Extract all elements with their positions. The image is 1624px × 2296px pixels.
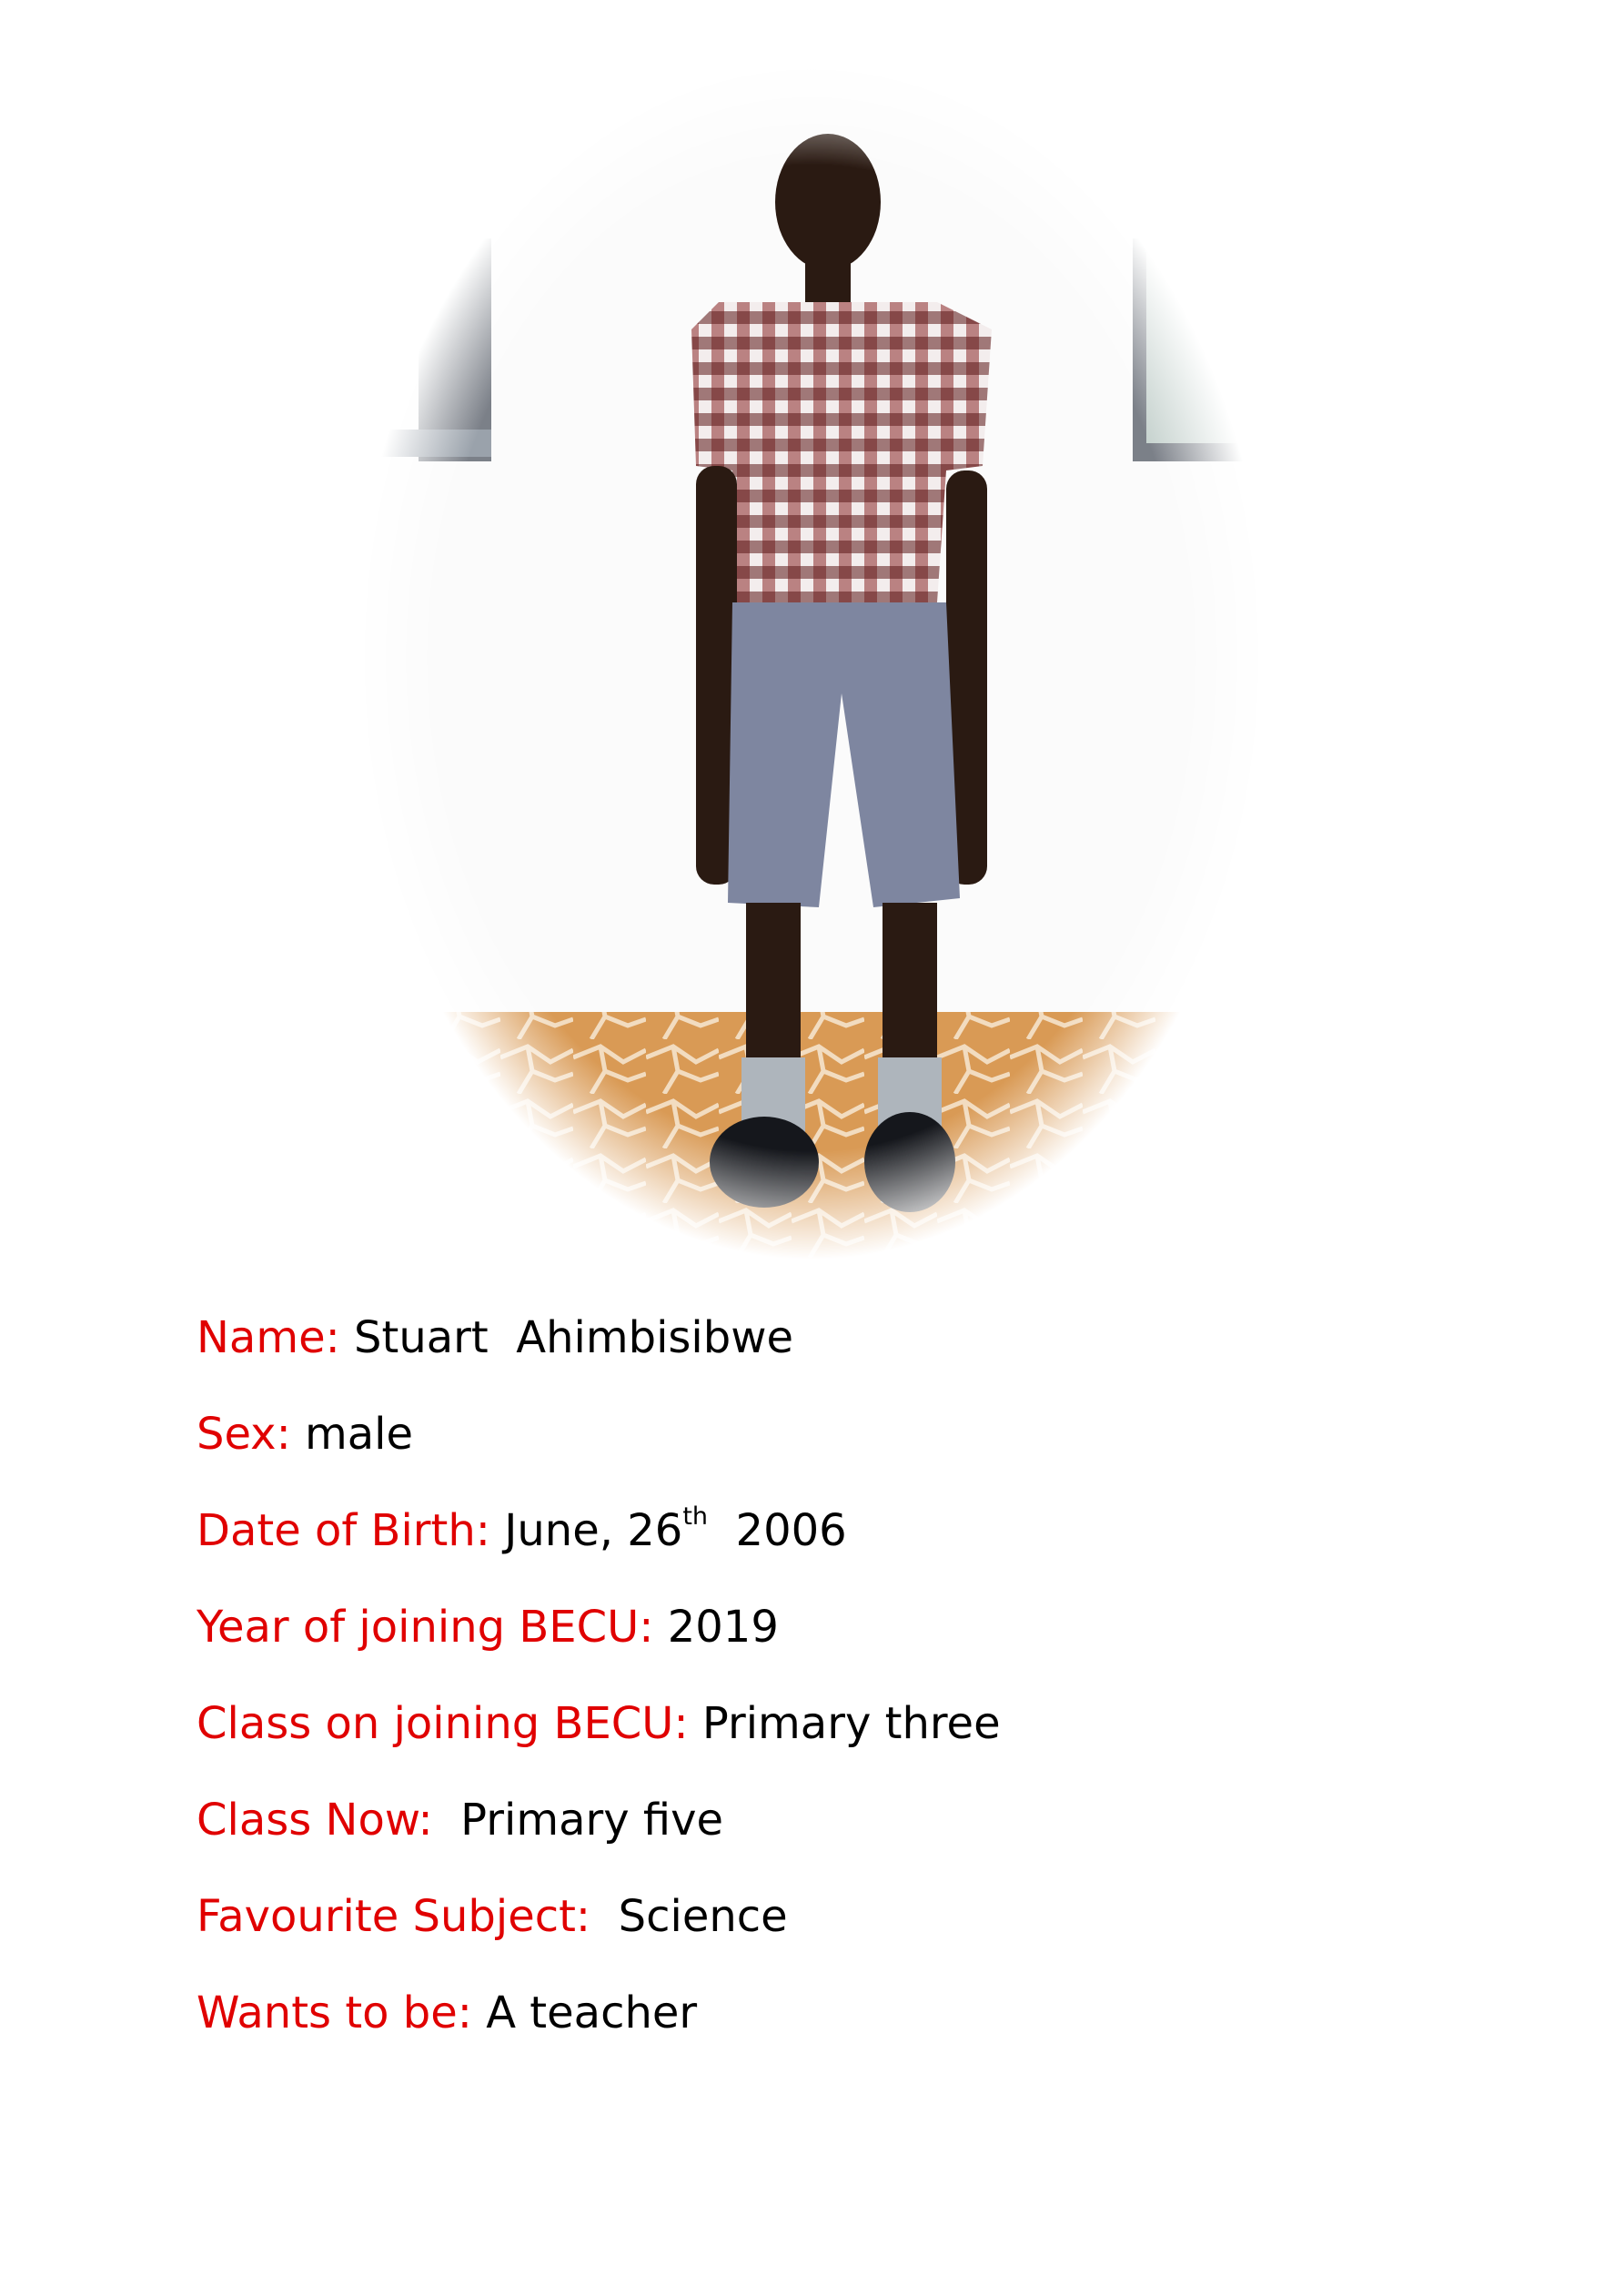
class-now-value: Primary five [446,1795,724,1846]
dob-ordinal: th [682,1502,709,1531]
dob-row [197,1502,1470,1598]
subject-row [197,1887,1470,1984]
sex-label: Sex: [197,1409,291,1460]
dob-day: June, 26 [504,1505,683,1556]
year-joined-row [197,1598,1470,1694]
class-now-row [197,1791,1470,1887]
sex-value: male [305,1409,414,1460]
class-now-label: Class Now: [197,1795,433,1846]
subject-label: Favourite Subject: [197,1891,591,1942]
student-portrait-photo [355,56,1269,1259]
ambition-label: Wants to be: [197,1988,472,2038]
year-joined-value: 2019 [667,1602,779,1653]
class-joined-row [197,1694,1470,1791]
ambition-row [197,1984,1470,2080]
class-joined-value: Primary three [701,1698,1001,1749]
dob-value [504,1502,847,1556]
name-label: Name: [197,1312,340,1363]
class-joined-label: Class on joining BECU: [197,1698,689,1749]
sex-row [197,1405,1470,1502]
portrait-illustration [355,56,1269,1259]
year-joined-label: Year of joining BECU: [197,1602,654,1653]
name-value: Stuart Ahimbisibwe [354,1312,793,1363]
dob-label: Date of Birth: [197,1505,490,1556]
dob-year: 2006 [708,1505,847,1556]
name-row [197,1309,1470,1405]
student-profile [197,1309,1470,2080]
subject-value: Science [604,1891,788,1942]
ambition-value: A teacher [486,1988,698,2038]
